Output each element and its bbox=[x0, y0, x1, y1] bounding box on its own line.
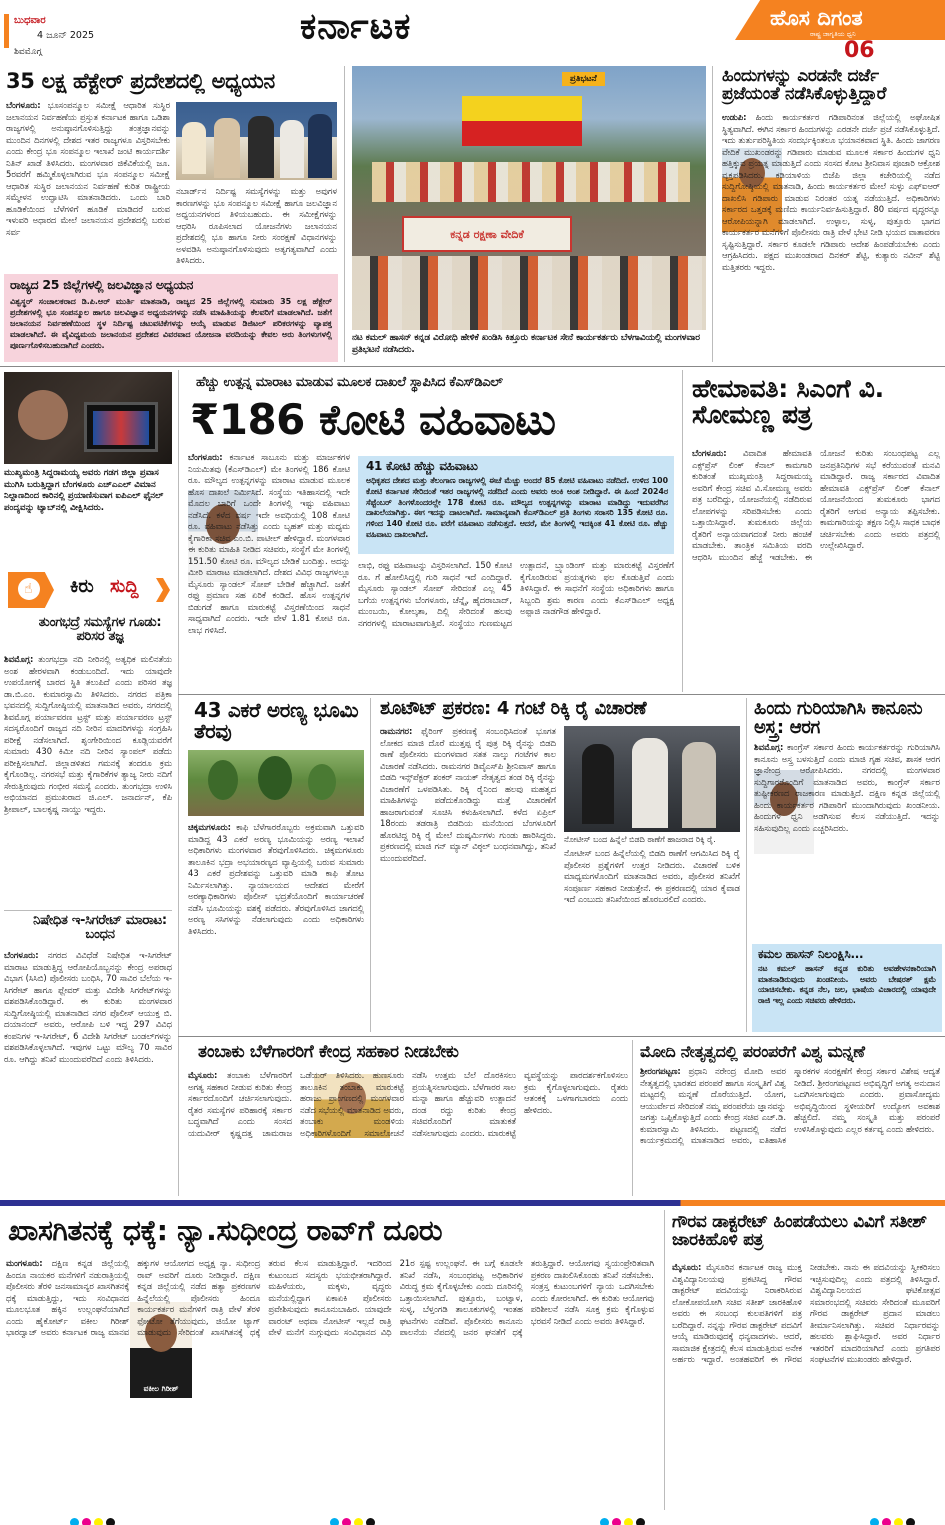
protest-caption: ನಟ ಕಮಲ್ ಹಾಸನ್ ಕನ್ನಡ ವಿರೋಧಿ ಹೇಳಿಕೆ ಖಂಡಿಸಿ ಕಿತ್ತೂರು ಕರ್ನಾಟಕ ಸೇನೆ ಕಾರ್ಯಕರ್ತರು ಬೆಳಗಾವಿಯಲ್ಲಿ ಮಂಗಳವಾರ ಪ್ರತಿಭಟನೆ ನಡೆಸಿದರು. bbox=[352, 333, 700, 355]
brief-ecig-body bbox=[4, 950, 172, 1196]
story-survey-body-2: ನಬಾರ್ಡ್‌ನ ನಿರ್ದಿಷ್ಟ ಸಮಸ್ಯೆಗಳನ್ನು ಮತ್ತು ಅವುಗಳ ಕಾರಣಗಳನ್ನು ಭೂ ಸಂಪನ್ಮೂಲ ಸಮೀಕ್ಷೆ ಹಾಗೂ ಜಲವಿಜ್ಞಾನ ಅಧ್ಯಯನಗಳಂದ ತಿಳಿಯಬಹುದು. ಈ ಸಮೀಕ್ಷೆಗಳನ್ನು ಆಧರಿಸಿ ರೂಪಿಸಲಾದ ಯೋಜನೆಗಳು ಜಲಾನಯನ ಪ್ರದೇಶದಲ್ಲಿ ಭೂ ಹಾಗೂ ನೀರು ಸಂರಕ್ಷಣೆ ವಿಧಾನಗಳನ್ನು ಅಳವಡಿಸಿ ಅನುಷ್ಠಾನಗೊಳಿಸುವುದು ಅತ್ಯಗತ್ಯವಾಗಿದೆ ಎಂದು ತಿಳಿಸಿದರು. bbox=[176, 186, 337, 265]
justice-headline: ಖಾಸಗಿತನಕ್ಕೆ ಧಕ್ಕೆ: ನ್ಯಾ.ಸುಧೀಂದ್ರ ರಾವ್‌ಗೆ ದೂರು bbox=[8, 1214, 443, 1247]
shootout-body bbox=[380, 726, 556, 1032]
forest-photo bbox=[188, 750, 364, 816]
brief-text: ತುಂಗಭದ್ರಾ ನದಿ ನೀರಿನಲ್ಲಿ ಅತ್ಯಧಿಕ ಮಲಿನತೆಯ ಅಂಶ ಹೇರಳವಾಗಿ ಕಂಡುಬಂದಿದೆ. ಇದು ಯಾವುದೇ ಉಪಯೋಗಕ್ಕೆ ಬಾರದ ಸ್ಥಿತಿ ತಲುಪಿದೆ ಎಂದು ಪರಿಸರ ತಜ್ಞ ಡಾ.ಬಿ.ಎಂ. ಕುಮಾರಸ್ವಾಮಿ ತಿಳಿಸಿದರು. ನಗರದ ಪತ್ರಿಕಾ ಭವನದಲ್ಲಿ ಸುದ್ದಿಗೋಷ್ಠಿಯಲ್ಲಿ ಮಾತನಾಡಿದ ಅವರು, ನಗರದಲ್ಲಿ ಶಿವಮೊಗ್ಗ ಪರ್ಯಾವರಣ ಟ್ರಸ್ಟ್ ಮತ್ತು ಪರ್ಯಾವರಣ ಟ್ರಸ್ಟ್ ಸದಸ್ಯರೊಂದಿಗೆ ರಾಜ್ಯದ ನದಿ ನೀರಿನ ಮಾದರಿಗಳನ್ನು ಸಂಗ್ರಹಿಸಿ ಪರೀಕ್ಷೆ ನಡೆಸಲಾಗಿದೆ. ಶೃಂಗೇರಿಯಿಂದ ಕೂಡ್ಲಿಯವರೆಗೆ ಸುಮಾರು 430 ಕಿಮೀ ನದಿ ನೀರಿನ ಸ್ಯಾಂಪಲ್ ಪಡೆದು ಪರೀಕ್ಷಿಸಲಾಗಿದೆ. ಜಿಲ್ಲಾಡಳಿತದ ಗಮನಕ್ಕೆ ತಂದರೂ ಕ್ರಮ ಕೈಗೊಂಡಿಲ್ಲ. ನಗರಸಭೆ ಮತ್ತು ಕೈಗಾರಿಕೆಗಳ ತ್ಯಾಜ್ಯ ನೀರು ನದಿಗೆ ಸೇರುತ್ತಿರುವುದು ಗಂಭೀರ ಸಮಸ್ಯೆ ಎಂದರು. ತುಂಗಭದ್ರಾ ಉಳಿಸಿ ಅಭಿಯಾನದ ಪ್ರಮುಖರಾದ ಜಿ.ಎಲ್. ಜನಾರ್ದನ್, ಕೆಪಿ ಶ್ರೀಪಾಲ್, ಬಾಲಕೃಷ್ಣ ನಾಯ್ಡು ಇದ್ದರು. bbox=[4, 654, 172, 814]
tobacco-headline: ತಂಬಾಕು ಬೆಳೆಗಾರರಿಗೆ ಕೇಂದ್ರ ಸಹಕಾರ ನೀಡಬೇಕು bbox=[198, 1042, 459, 1062]
brand-logo: ಹೊಸ ದಿಗಂತ bbox=[770, 6, 863, 30]
brief-tunga-body bbox=[4, 654, 172, 906]
dateline: ಶಿವಮೊಗ್ಗ: bbox=[754, 742, 784, 752]
date: 4 ಜೂನ್ 2025 bbox=[37, 30, 95, 41]
doctorate-headline: ಗೌರವ ಡಾಕ್ಟರೇಟ್ ಹಿಂಪಡೆಯಲು ವಿವಿಗೆ ಸತೀಶ್ ಜಾರಕಿಹೊಳಿ ಪತ್ರ bbox=[672, 1212, 927, 1250]
registration-marks-center bbox=[330, 1512, 378, 1525]
date-bar bbox=[4, 14, 9, 48]
dateline: ಚಿಕ್ಕಮಗಳೂರು: bbox=[188, 822, 232, 832]
story-hindu-headline: ಹಿಂದುಗಳನ್ನು ಎರಡನೇ ದರ್ಜೆ ಪ್ರಜೆಯಂತೆ ನಡೆಸಿಕೊಳ್ಳುತ್ತಿದ್ದಾರೆ bbox=[722, 66, 887, 104]
section-divider bbox=[0, 1200, 945, 1206]
hindu-law-body bbox=[754, 742, 940, 940]
dateline: ಉಡುಪಿ: bbox=[722, 112, 747, 122]
modi-text: ಪ್ರಧಾನಿ ನರೇಂದ್ರ ಮೋದಿ ಅವರ ನೇತೃತ್ವದಲ್ಲಿ ಭಾರತದ ಪರಂಪರೆ ಹಾಗೂ ಸಂಸ್ಕೃತಿಗೆ ವಿಶ್ವ ಮಟ್ಟದಲ್ಲಿ ಮನ್ನಣೆ ದೊರೆಯುತ್ತಿದೆ. ಯೋಗ, ಆಯುರ್ವೇದ ಸೇರಿದಂತೆ ನಮ್ಮ ಪರಂಪರೆಯ ಜ್ಞಾನವನ್ನು ಜಗತ್ತು ಒಪ್ಪಿಕೊಳ್ಳುತ್ತಿದೆ ಎಂದು ಕೇಂದ್ರ ಸಚಿವ ಎಚ್.ಡಿ. ಕುಮಾರಸ್ವಾಮಿ ತಿಳಿಸಿದರು. ಪಟ್ಟಣದಲ್ಲಿ ನಡೆದ ಕಾರ್ಯಕ್ರಮದಲ್ಲಿ ಮಾತನಾಡಿದ ಅವರು, ಐತಿಹಾಸಿಕ ಸ್ಮಾರಕಗಳ ಸಂರಕ್ಷಣೆಗೆ ಕೇಂದ್ರ ಸರ್ಕಾರ ವಿಶೇಷ ಆದ್ಯತೆ ನೀಡಿದೆ. ಶ್ರೀರಂಗಪಟ್ಟಣದ ಅಭಿವೃದ್ಧಿಗೆ ಅಗತ್ಯ ಅನುದಾನ ಒದಗಿಸಲಾಗುವುದು ಎಂದರು. ಪ್ರವಾಸೋದ್ಯಮ ಅಭಿವೃದ್ಧಿಯಿಂದ ಸ್ಥಳೀಯರಿಗೆ ಉದ್ಯೋಗ ಅವಕಾಶ ಹೆಚ್ಚಲಿದೆ. ನಮ್ಮ ಸಂಸ್ಕೃತಿ ಮತ್ತು ಪರಂಪರೆ ಉಳಿಸಿಕೊಳ್ಳುವುದು ಎಲ್ಲರ ಕರ್ತವ್ಯ ಎಂದು ಹೇಳಿದರು. bbox=[640, 1066, 940, 1145]
shootout-body-2: ನೋಟೀಸ್ ಬಂದ ಹಿನ್ನೆಲೆಯಲ್ಲಿ ಬಿಡದಿ ಠಾಣೆಗೆ ಆಗಮಿಸಿದ ರಿಕ್ಕಿ ರೈ ಪೊಲೀಸರ ಪ್ರಶ್ನೆಗಳಿಗೆ ಉತ್ತರ ನೀಡಿದರು. ವಿಚಾರಣೆ ಬಳಿಕ ಮಾಧ್ಯಮಗಳೊಂದಿಗೆ ಮಾತನಾಡಿದ ಅವರು, ಪೊಲೀಸರ ತನಿಖೆಗೆ ಸಂಪೂರ್ಣ ಸಹಕಾರ ನೀಡುತ್ತೇನೆ. ಈ ಪ್ರಕರಣದಲ್ಲಿ ಯಾರ ಕೈವಾಡ ಇದೆ ಎಂಬುದು ತನಿಖೆಯಿಂದ ಹೊರಬರಲಿದೆ ಎಂದರು. bbox=[564, 848, 740, 904]
story-hindu-body bbox=[722, 112, 940, 362]
ksdl-text: ಕರ್ನಾಟಕ ಸಾಬೂನು ಮತ್ತು ಮಾರ್ಜಕಗಳ ನಿಯಮಿತವು (ಕೆಎಸ್‌ಡಿಎಲ್) ಮೇ ತಿಂಗಳಲ್ಲಿ 186 ಕೋಟಿ ರೂ. ಮೌಲ್ಯದ ಉತ್ಪನ್ನಗಳನ್ನು ಮಾರಾಟ ಮಾಡುವ ಮೂಲಕ ಹೊಸ ದಾಖಲೆ ನಿರ್ಮಿಸಿದೆ. ಸಂಸ್ಥೆಯ ಇತಿಹಾಸದಲ್ಲಿ ಇದೇ ಮೊದಲ ಬಾರಿಗೆ ಒಂದೇ ತಿಂಗಳಲ್ಲಿ ಇಷ್ಟು ವಹಿವಾಟು ನಡೆಸಿದೆ. ಕಳೆದ ವರ್ಷ ಇದೇ ಅವಧಿಯಲ್ಲಿ 108 ಕೋಟಿ ರೂ. ವಹಿವಾಟು ನಡೆಸಿತ್ತು ಎಂದು ಬೃಹತ್ ಮತ್ತು ಮಧ್ಯಮ ಕೈಗಾರಿಕಾ ಸಚಿವ ಎಂ.ಬಿ. ಪಾಟೀಲ್ ಹೇಳಿದ್ದಾರೆ. ಮಂಗಳವಾರ ಈ ಕುರಿತು ಮಾಹಿತಿ ನೀಡಿದ ಸಚಿವರು, ಸಂಸ್ಥೆಗೆ ಮೇ ತಿಂಗಳಲ್ಲಿ 151.50 ಕೋಟಿ ರೂ. ಮೌಲ್ಯದ ಬೇಡಿಕೆ ಬಂದಿತ್ತು. ಅದನ್ನು ಮೀರಿ ಮಾರಾಟ ಮಾಡಲಾಗಿದೆ. ದೇಶದ ವಿವಿಧ ರಾಜ್ಯಗಳಲ್ಲೂ ಮೈಸೂರು ಸ್ಯಾಂಡಲ್ ಸೋಪ್ ಬೇಡಿಕೆ ಹೆಚ್ಚಾಗಿದೆ. ಜತೆಗೆ ರಫ್ತು ಪ್ರಮಾಣ ಸಹ ಏರಿಕೆ ಕಂಡಿದೆ. ಹೊಸ ಉತ್ಪನ್ನಗಳ ಬಿಡುಗಡೆ ಹಾಗೂ ಮಾರುಕಟ್ಟೆ ವಿಸ್ತರಣೆಯಿಂದ ಸಾಧನೆ ಸಾಧ್ಯವಾಗಿದೆ ಎಂದರು. ಇದೇ ವೇಳೆ 1.81 ಕೋಟಿ ರೂ. ಲಾಭ ಗಳಿಸಿದೆ. bbox=[188, 452, 350, 635]
masthead bbox=[0, 0, 945, 63]
edition-city: ಶಿವಮೊಗ್ಗ bbox=[14, 47, 42, 57]
section-title: ಕರ್ನಾಟಕ bbox=[300, 6, 412, 47]
ksdl-body-2: ಲಾಭಿ, ರಫ್ತು ವಹಿವಾಟನ್ನು ವಿಸ್ತರಿಸಲಾಗಿದೆ. 150 ಕೋಟಿ ರೂ. ಗೆ ಹೋಲಿಸಿದ್ದಲ್ಲಿ ಗುರಿ ಸಾಧನೆ ಇದೆ ಎಂದಿದ್ದಾರೆ. ಮೈಸೂರು ಸ್ಯಾಂಡಲ್ ಸೋಪ್ ಸೇರಿದಂತೆ ಎಲ್ಲ 45 ಬಗೆಯ ಉತ್ಪನ್ನಗಳು ಬೆಂಗಳೂರು, ಚೆನ್ನೈ, ಹೈದರಾಬಾದ್, ಮುಂಬಯಿ, ಕೋಲ್ಕತಾ, ದಿಲ್ಲಿ ಸೇರಿದಂತೆ ಹಲವು ನಗರಗಳಲ್ಲಿ ಮಾರಾಟವಾಗುತ್ತಿವೆ. ಸಂಸ್ಥೆಯು ಗುಣಮಟ್ಟದ ಉತ್ಪಾದನೆ, ಬ್ರ್ಯಾಂಡಿಂಗ್ ಮತ್ತು ಮಾರುಕಟ್ಟೆ ವಿಸ್ತರಣೆಗೆ ಕೈಗೊಂಡಿರುವ ಪ್ರಯತ್ನಗಳು ಫಲ ಕೊಡುತ್ತಿವೆ ಎಂದು ತಿಳಿಸಿದ್ದಾರೆ. ಈ ಸಾಧನೆಗೆ ಸಂಸ್ಥೆಯ ಅಧಿಕಾರಿಗಳು ಹಾಗೂ ಸಿಬ್ಬಂದಿ ಶ್ರಮ ಕಾರಣ ಎಂದು ಕೆಎಸ್‌ಡಿಎಲ್ ಅಧ್ಯಕ್ಷ ಅಪ್ಪಾಜಿ ನಾಡಗೌಡ ಹೇಳಿದ್ದಾರೆ. bbox=[358, 560, 674, 628]
story-survey-body bbox=[6, 100, 170, 270]
story-survey-photo bbox=[176, 102, 337, 180]
forest-body bbox=[188, 822, 364, 1032]
doctorate-body bbox=[672, 1262, 940, 1508]
doctorate-text: ಮೈಸೂರಿನ ಕರ್ನಾಟಕ ರಾಜ್ಯ ಮುಕ್ತ ವಿಶ್ವವಿದ್ಯಾನಿಲಯವು ಪ್ರಕಟಿಸಿದ್ದ ಗೌರವ ಡಾಕ್ಟರೇಟ್ ಪದವಿಯನ್ನು ನಿರಾಕರಿಸಿರುವ ಲೋಕೋಪಯೋಗಿ ಸಚಿವ ಸತೀಶ್ ಜಾರಕಿಹೊಳಿ ಅವರು ಈ ಸಂಬಂಧ ಕುಲಪತಿಗಳಿಗೆ ಪತ್ರ ಬರೆದಿದ್ದಾರೆ. ನನ್ನನ್ನು ಗೌರವ ಡಾಕ್ಟರೇಟ್ ಪದವಿಗೆ ಆಯ್ಕೆ ಮಾಡಿರುವುದಕ್ಕೆ ಧನ್ಯವಾದಗಳು. ಆದರೆ, ಸಾಮಾಜಿಕ ಕ್ಷೇತ್ರದಲ್ಲಿ ಕೆಲಸ ಮಾಡುತ್ತಿರುವ ಅನೇಕ ಅರ್ಹರು ಇದ್ದಾರೆ. ಅಂತಹವರಿಗೆ ಈ ಗೌರವ ನೀಡಬೇಕು. ನಾನು ಈ ಪದವಿಯನ್ನು ಸ್ವೀಕರಿಸಲು ಇಚ್ಛಿಸುವುದಿಲ್ಲ ಎಂದು ಪತ್ರದಲ್ಲಿ ತಿಳಿಸಿದ್ದಾರೆ. ವಿಶ್ವವಿದ್ಯಾನಿಲಯದ ಘಟಿಕೋತ್ಸವ ಸಮಾರಂಭದಲ್ಲಿ ಸಚಿವರು ಸೇರಿದಂತೆ ಮೂವರಿಗೆ ಗೌರವ ಡಾಕ್ಟರೇಟ್ ಪ್ರದಾನ ಮಾಡಲು ತೀರ್ಮಾನಿಸಲಾಗಿತ್ತು. ಸಚಿವರ ನಿರ್ಧಾರವನ್ನು ಹಲವರು ಶ್ಲಾಘಿಸಿದ್ದಾರೆ. ಅವರ ನಿರ್ಧಾರ ಇತರರಿಗೆ ಮಾದರಿಯಾಗಿದೆ ಎಂದು ಪ್ರಗತಿಪರ ಸಂಘಟನೆಗಳ ಮುಖಂಡರು ಹೇಳಿದ್ದಾರೆ. bbox=[672, 1262, 940, 1364]
protest-photo bbox=[352, 66, 706, 330]
shootout-caption: ನೋಟೀಸ್ ಬಂದ ಹಿನ್ನೆಲೆ ಬಿಡದಿ ಠಾಣೆಗೆ ಹಾಜರಾದ ರಿಕ್ಕಿ ರೈ. bbox=[564, 835, 716, 844]
protest-banner: ಕನ್ನಡ ರಕ್ಷಣಾ ವೇದಿಕೆ bbox=[450, 228, 524, 241]
ksdl-kicker: ಹೆಚ್ಚು ಉತ್ಪನ್ನ ಮಾರಾಟ ಮಾಡುವ ಮೂಲಕ ದಾಖಲೆ ಸ್ಥಾಪಿಸಿದ ಕೆಎಸ್‌ಡಿಎಲ್ bbox=[196, 375, 503, 390]
story-text: ಭೂಸಂಪನ್ಮೂಲ ಸಮೀಕ್ಷೆ ಆಧಾರಿತ ಸುಸ್ಥಿರ ಜಲಾನಯನ ನಿರ್ವಹಣೆಯ ಪ್ರಸ್ತುತ ಕರ್ನಾಟಕ ಹಾಗೂ ಒಡಿಶಾ ರಾಜ್ಯಗಳಲ್ಲಿ ಅನುಷ್ಠಾನಗೊಳಿಸುತ್ತಿದ್ದು ತಂತ್ರಜ್ಞಾನವನ್ನು ಮುಂದಿನ ದಿನಗಳಲ್ಲಿ ದೇಶದ ಇತರ ರಾಜ್ಯಗಳೂ ವಿಸ್ತರಿಸಬೇಕು ಎಂದು ಕೇಂದ್ರ ಭೂ ಸಂಪನ್ಮೂಲ ಇಲಾಖೆ ಜಂಟಿ ಕಾರ್ಯದರ್ಶಿ ನಿತಿನ್ ಖಾಡೆ ತಿಳಿಸಿದರು. ಮಂಗಳವಾರ ಜಿಕೆವಿಕೆಯಲ್ಲಿ ಜೂ. 5ರವರೆಗೆ ಹಮ್ಮಿಕೊಳ್ಳಲಾಗಿರುವ ಭೂ ಸಂಪನ್ಮೂಲ ಸಮೀಕ್ಷೆ ಆಧಾರಿತ ಸುಸ್ಥಿರ ಜಲಾನಯನ ನಿರ್ವಹಣೆ ಕುರಿತ ರಾಷ್ಟ್ರೀಯ ಸಮ್ಮೇಳನ ಉದ್ಘಾಟಿಸಿ ಮಾತನಾಡಿದರು. ಒಂದು ಬಾರಿ ಹೂಡಿಕೆಯಿಂದ ಬೆಳೆಗಳಿಗೆ ಹೂಡಿಕೆ ಮಾಡಿದರೆ ಬರುವ ಇಳುವರಿ ಅಧಾರದ ಮೇಲೆ ಜಲಾನಯನ ಪ್ರದೇಶದಲ್ಲಿ ಬರುವ ಸರ್ವ bbox=[6, 100, 170, 237]
dateline: ರಾಮನಗರ: bbox=[380, 726, 413, 736]
dateline: ಶ್ರೀರಂಗಪಟ್ಟಣ: bbox=[640, 1066, 681, 1076]
tobacco-text: ತಂಬಾಕು ಬೆಳೆಗಾರರಿಗೆ ಅಗತ್ಯ ಸಹಕಾರ ನೀಡುವ ಕುರಿತು ಕೇಂದ್ರ ಸರ್ಕಾರದೊಂದಿಗೆ ಚರ್ಚಿಸಲಾಗುವುದು. ರೈತರ ಸಮಸ್ಯೆಗಳ ಪರಿಹಾರಕ್ಕೆ ಸರ್ಕಾರ ಬದ್ಧವಾಗಿದೆ ಎಂದು ಸಂಸದ ಯದುವೀರ್ ಕೃಷ್ಣದತ್ತ ಚಾಮರಾಜ ಒಡೆಯರ್ ತಿಳಿಸಿದರು. ಹುಣಸೂರು ತಾಲೂಕಿನ ತಂಬಾಕು ಮಾರುಕಟ್ಟೆ ಹರಾಜು ಪ್ರಾಂಗಣದಲ್ಲಿ ಮಂಗಳವಾರ ನಡೆದ ಸಭೆಯಲ್ಲಿ ಮಾತನಾಡಿದ ಅವರು, ತಂಬಾಕು ಮಂಡಳಿಯ ಅಧಿಕಾರಿಗಳೊಂದಿಗೆ ಸಮಾಲೋಚನೆ ನಡೆಸಿ ಉತ್ತಮ ಬೆಲೆ ದೊರಕಿಸಲು ಪ್ರಯತ್ನಿಸಲಾಗುವುದು. ಬೆಳೆಗಾರರ ಸಾಲ ಮನ್ನಾ ಹಾಗೂ ಹೆಚ್ಚುವರಿ ಉತ್ಪಾದನೆ ದಂಡ ರದ್ದು ಕುರಿತು ಕೇಂದ್ರ ಸಚಿವರೊಂದಿಗೆ ಮಾತುಕತೆ ನಡೆಸಲಾಗುವುದು ಎಂದರು. ಮಾರುಕಟ್ಟೆ ವ್ಯವಸ್ಥೆಯನ್ನು ಪಾರದರ್ಶಕಗೊಳಿಸಲು ಕ್ರಮ ಕೈಗೊಳ್ಳಲಾಗುವುದು. ರೈತರು ಆತಂಕಕ್ಕೆ ಒಳಗಾಗಬಾರದು ಎಂದು ಹೇಳಿದರು. bbox=[188, 1070, 628, 1138]
justice-text: ದಕ್ಷಿಣ ಕನ್ನಡ ಜಿಲ್ಲೆಯಲ್ಲಿ ಹಿಂದೂ ನಾಯಕರ ಮನೆಗಳಿಗೆ ನಡುರಾತ್ರಿಯಲ್ಲಿ ಪೊಲೀಸರು ತೆರಳಿ ಜನಸಾಮಾನ್ಯರ ಖಾಸಗಿತನಕ್ಕೆ ಧಕ್ಕೆ ಮಾಡುತ್ತಿದ್ದು, ಇದು ಸಂವಿಧಾನದ ಮೂಲಭೂತ ಹಕ್ಕಿನ ಉಲ್ಲಂಘನೆಯಾಗಿದೆ ಎಂದು ಹೈಕೋರ್ಟ್ ವಕೀಲ ಗಿರೀಶ್ ಭಾರದ್ವಾಜ್ ಅವರು ಕರ್ನಾಟಕ ರಾಜ್ಯ ಮಾನವ ಹಕ್ಕುಗಳ ಆಯೋಗದ ಅಧ್ಯಕ್ಷ ನ್ಯಾ. ಸುಧೀಂದ್ರ ರಾವ್ ಅವರಿಗೆ ದೂರು ನೀಡಿದ್ದಾರೆ. ದಕ್ಷಿಣ ಕನ್ನಡ ಜಿಲ್ಲೆಯಲ್ಲಿ ನಡೆದ ಹತ್ಯಾ ಪ್ರಕರಣಗಳ ಹಿನ್ನೆಲೆಯಲ್ಲಿ ಪೊಲೀಸರು ಹಿಂದೂ ಕಾರ್ಯಕರ್ತರ ಮನೆಗಳಿಗೆ ರಾತ್ರಿ ವೇಳೆ ತೆರಳಿ ಫೋಟೋ ತೆಗೆಯುವುದು, ಜಿಯೋ ಟ್ಯಾಗ್ ಮಾಡುವುದು ಸೇರಿದಂತೆ ಖಾಸಗಿತನಕ್ಕೆ ಧಕ್ಕೆ ತರುವ ಕೆಲಸ ಮಾಡುತ್ತಿದ್ದಾರೆ. ಇದರಿಂದ ಕುಟುಂಬದ ಸದಸ್ಯರು ಭಯಭೀತರಾಗಿದ್ದಾರೆ. ಮಹಿಳೆಯರು, ಮಕ್ಕಳು, ವೃದ್ಧರು ಮನೆಯಲ್ಲಿದ್ದಾಗ ಏಕಾಏಕಿ ಪೊಲೀಸರು ಪ್ರವೇಶಿಸುವುದು ಕಾನೂನುಬಾಹಿರ. ಯಾವುದೇ ವಾರಂಟ್ ಅಥವಾ ನೋಟೀಸ್ ಇಲ್ಲದೆ ರಾತ್ರಿ ವೇಳೆ ಮನೆಗೆ ನುಗ್ಗುವುದು ಸಂವಿಧಾನದ ವಿಧಿ 21ರ ಸ್ಪಷ್ಟ ಉಲ್ಲಂಘನೆ. ಈ ಬಗ್ಗೆ ಕೂಡಲೇ ತನಿಖೆ ನಡೆಸಿ, ಸಂಬಂಧಪಟ್ಟ ಅಧಿಕಾರಿಗಳ ವಿರುದ್ಧ ಕ್ರಮ ಕೈಗೊಳ್ಳಬೇಕು ಎಂದು ದೂರಿನಲ್ಲಿ ಒತ್ತಾಯಿಸಲಾಗಿದೆ. ಪುತ್ತೂರು, ಬಂಟ್ವಾಳ, ಸುಳ್ಯ, ಬೆಳ್ತಂಗಡಿ ತಾಲೂಕುಗಳಲ್ಲಿ ಇಂತಹ ಘಟನೆಗಳು ನಡೆದಿವೆ. ಪೊಲೀಸರು ಕಾನೂನು ಪಾಲನೆಯ ನೆಪದಲ್ಲಿ ಜನರ ಘನತೆಗೆ ಧಕ್ಕೆ ತರುತ್ತಿದ್ದಾರೆ. ಆಯೋಗವು ಸ್ವಯಂಪ್ರೇರಿತವಾಗಿ ಪ್ರಕರಣ ದಾಖಲಿಸಿಕೊಂಡು ತನಿಖೆ ನಡೆಸಬೇಕು. ಸಂತ್ರಸ್ತ ಕುಟುಂಬಗಳಿಗೆ ನ್ಯಾಯ ಒದಗಿಸಬೇಕು ಎಂದು ಕೋರಲಾಗಿದೆ. ಈ ಕುರಿತು ಆಯೋಗವು ಪರಿಶೀಲನೆ ನಡೆಸಿ ಸೂಕ್ತ ಕ್ರಮ ಕೈಗೊಳ್ಳುವ ಭರವಸೆ ನೀಡಿದೆ ಎಂದು ಅವರು ತಿಳಿಸಿದ್ದಾರೆ. bbox=[6, 1258, 654, 1337]
brief-text: ನಗರದ ವಿವಿಧೆಡೆ ನಿಷೇಧಿತ ಇ-ಸಿಗರೇಟ್ ಮಾರಾಟ ಮಾಡುತ್ತಿದ್ದ ಆರೋಪಿಯೊಬ್ಬನನ್ನು ಕೇಂದ್ರ ಅಪರಾಧ ವಿಭಾಗ (ಸಿಸಿಬಿ) ಪೊಲೀಸರು ಬಂಧಿಸಿ, 70 ಸಾವಿರ ಬೆಲೆಯ ಇ-ಸಿಗರೇಟ್ ಹಾಗೂ ಫ್ಲೇವರ್ ಮತ್ತು ವಿದೇಶಿ ಸಿಗರೇಟ್‌ಗಳನ್ನು ವಶಪಡಿಸಿಕೊಂಡಿದ್ದಾರೆ. ಈ ಕುರಿತು ಮಂಗಳವಾರ ಸುದ್ದಿಗೋಷ್ಠಿಯಲ್ಲಿ ಮಾತನಾಡಿದ ನಗರ ಪೊಲೀಸ್ ಆಯುಕ್ತ ಬಿ. ದಯಾನಂದ್ ಅವರು, ಆರೋಪಿ ಬಳಿ ಇದ್ದ 297 ವಿವಿಧ ಕಂಪನಿಗಳ ಇ-ಸಿಗರೇಟ್, 6 ವಿದೇಶಿ ಸಿಗರೇಟ್ ಬಂಡಲ್‌ಗಳನ್ನು ವಶಪಡಿಸಿಕೊಳ್ಳಲಾಗಿದೆ. ಇವುಗಳ ಒಟ್ಟು ಮೌಲ್ಯ 70 ಸಾವಿರ ರೂ. ಆಗಿದ್ದು ತನಿಖೆ ಮುಂದುವರೆದಿದೆ ಎಂದು ತಿಳಿಸಿದರು. bbox=[4, 950, 172, 1064]
kannada-flag bbox=[462, 96, 582, 146]
dateline: ಶಿವಮೊಗ್ಗ: bbox=[4, 654, 34, 664]
story-survey-subbox bbox=[4, 274, 338, 362]
tobacco-body bbox=[188, 1070, 628, 1196]
story-survey-headline: 35 ಲಕ್ಷ ಹೆಕ್ಟೇರ್ ಪ್ರದೇಶದಲ್ಲಿ ಅಧ್ಯಯನ bbox=[6, 69, 275, 93]
cm-photo bbox=[4, 372, 172, 464]
dateline: ಬೆಂಗಳೂರು: bbox=[6, 100, 41, 110]
justice-body bbox=[6, 1258, 654, 1508]
brand-tagline: ರಾಷ್ಟ್ರ ಜಾಗೃತಿಯ ಧ್ವನಿ bbox=[810, 30, 856, 38]
registration-marks-far-right bbox=[870, 1512, 918, 1525]
ksdl-body bbox=[188, 452, 350, 692]
page-number: 06 bbox=[844, 38, 875, 63]
kiru-label: ಕಿರು bbox=[70, 576, 94, 597]
kamal-box bbox=[752, 944, 942, 1032]
brief-ecig-headline: ನಿಷೇಧಿತ ಇ-ಸಿಗರೇಟ್ ಮಾರಾಟ: ಬಂಧನ bbox=[33, 913, 167, 942]
weekday: ಬುಧವಾರ bbox=[14, 15, 46, 26]
kamal-body: ನಟ ಕಮಲ್ ಹಾಸನ್ ಕನ್ನಡ ಕುರಿತು ಅವಹೇಳನಕಾರಿಯಾಗಿ ಮಾತನಾಡಿರುವುದು ಖಂಡನೀಯ. ಅವರು ಬೇಷರತ್ ಕ್ಷಮೆ ಯಾಚಿಸಬೇಕು. ಕನ್ನಡ ನೆಲ, ಜಲ, ಭಾಷೆಯ ವಿಚಾರದಲ್ಲಿ ಯಾವುದೇ ರಾಜಿ ಇಲ್ಲ ಎಂದು ಸಚಿವರು ಹೇಳಿದರು. bbox=[758, 964, 936, 1005]
shootout-text: ಫೈರಿಂಗ್ ಪ್ರಕರಣಕ್ಕೆ ಸಂಬಂಧಿಸಿದಂತೆ ಭೂಗತ ಲೋಕದ ಮಾಜಿ ದೊರೆ ಮುತ್ತಪ್ಪ ರೈ ಪುತ್ರ ರಿಕ್ಕಿ ರೈನನ್ನು ಬಿಡದಿ ಠಾಣೆ ಪೊಲೀಸರು ಮಂಗಳವಾರ ಸತತ ನಾಲ್ಕು ಗಂಟೆಗಳ ಕಾಲ ವಿಚಾರಣೆ ನಡೆಸಿದರು. ರಾಮನಗರ ಡಿವೈಎಸ್‌ಪಿ ಶ್ರೀನಿವಾಸ್ ಹಾಗೂ ಬಿಡದಿ ಇನ್ಸ್‌ಪೆಕ್ಟರ್ ಶಂಕರ್ ನಾಯಕ್ ನೇತೃತ್ವದ ತಂಡ ರಿಕ್ಕಿ ರೈನನ್ನು ವಿಚಾರಣೆಗೆ ಒಳಪಡಿಸಿತು. ರಿಕ್ಕಿ ರೈನಿಂದ ಹಲವು ಮಹತ್ವದ ಮಾಹಿತಿಗಳನ್ನು ಪಡೆದುಕೊಂಡಿದ್ದು ಮತ್ತೆ ವಿಚಾರಣೆಗೆ ಹಾಜರಾಗುವಂತೆ ಸೂಚಿಸಿ ಕಳುಹಿಸಲಾಗಿದೆ. ಕಳೆದ ಏಪ್ರಿಲ್ 18ರಂದು ತಡರಾತ್ರಿ ಬಿಡದಿಯ ಮನೆಯಿಂದ ಬೆಂಗಳೂರಿಗೆ ಹೊರಟಿದ್ದ ರಿಕ್ಕಿ ರೈ ಮೇಲೆ ದುಷ್ಕರ್ಮಿಗಳು ಗುಂಡು ಹಾರಿಸಿದ್ದರು. ಪ್ರಕರಣದಲ್ಲಿ ಮಾಜಿ ಗನ್ ಮ್ಯಾನ್ ವಿಠ್ಠಲ್ ಬಂಧನವಾಗಿದ್ದು, ತನಿಖೆ ಮುಂದುವರೆದಿದೆ. bbox=[380, 726, 556, 863]
forest-text: ಕಾಫಿ ಬೆಳೆಗಾರರೊಬ್ಬರು ಅಕ್ರಮವಾಗಿ ಒತ್ತುವರಿ ಮಾಡಿದ್ದ 43 ಎಕರೆ ಅರಣ್ಯ ಭೂಮಿಯನ್ನು ಅರಣ್ಯ ಇಲಾಖೆ ಅಧಿಕಾರಿಗಳು ಮಂಗಳವಾರ ತೆರವುಗೊಳಿಸಿದರು. ಚಿಕ್ಕಮಗಳೂರು ತಾಲೂಕಿನ ಭದ್ರಾ ಅಭಯಾರಣ್ಯದ ವ್ಯಾಪ್ತಿಯಲ್ಲಿ ಬರುವ ಸುಮಾರು 43 ಎಕರೆ ಪ್ರದೇಶವನ್ನು ಒತ್ತುವರಿ ಮಾಡಿ ಕಾಫಿ ತೋಟ ನಿರ್ಮಿಸಲಾಗಿತ್ತು. ನ್ಯಾಯಾಲಯದ ಆದೇಶದ ಮೇರೆಗೆ ಅರಣ್ಯಾಧಿಕಾರಿಗಳು ಪೊಲೀಸ್ ಭದ್ರತೆಯೊಂದಿಗೆ ಕಾರ್ಯಾಚರಣೆ ನಡೆಸಿ ಭೂಮಿಯನ್ನು ವಶಕ್ಕೆ ಪಡೆದರು. ತೆರವುಗೊಳಿಸಿದ ಜಾಗದಲ್ಲಿ ಅರಣ್ಯ ಸಸಿಗಳನ್ನು ನೆಡಲಾಗುವುದು ಎಂದು ಅಧಿಕಾರಿಗಳು ತಿಳಿಸಿದರು. bbox=[188, 822, 364, 936]
ksdl-box-body: ಅಧಿಕೃತದ ದೇಶದ ಮತ್ತು ತೆಲಂಗಾಣ ರಾಜ್ಯಗಳಲ್ಲಿ ಈಚೆ ಮೆಚ್ಚು ಅಂದರೆ 85 ಕೋಟಿ ವಹಿವಾಟು ನಡೆದಿದೆ. ಉಳಿದ 100 ಕೋಟಿ ಕರ್ನಾಟಕ ಸೇರಿದಂತೆ ಇತರ ರಾಜ್ಯಗಳಲ್ಲಿ ನಡೆದಿದೆ ಎಂದು ಅವರು ಅಂಕಿ ಅಂಶ ನೀಡಿದ್ದಾರೆ. ಈ ಹಿಂದೆ 2024ರ ಸೆಪ್ಟೆಂಬರ್ ತಿಂಗಳೊಂದರಲ್ಲೇ 178 ಕೋಟಿ ರೂ. ಮೌಲ್ಯದ ಉತ್ಪನ್ನಗಳನ್ನು ಮಾರಾಟ ಮಾಡಿದ್ದು ಇದುವರೆಗಿನ ದಾಖಲೆಯಾಗಿತ್ತು. ಈಗ ಇದನ್ನು ದಾಟಲಾಗಿದೆ. ಸಾಮಾನ್ಯವಾಗಿ ಕೆಎಸ್‌ಡಿಎಲ್ ಪ್ರತಿ ತಿಂಗಳು ಸರಾಸರಿ 135 ಕೋಟಿ ರೂ. ಗಳಿಂದ 140 ಕೋಟಿ ರೂ. ವರೆಗೆ ವಹಿವಾಟು ನಡೆಸುತ್ತದೆ. ಆದರೆ, ಮೇ ತಿಂಗಳಲ್ಲಿ ಇದಕ್ಕಿಂತ 41 ಕೋಟಿ ರೂ. ಹೆಚ್ಚು ವಹಿವಾಟು ದಾಖಲಾಗಿದೆ. bbox=[366, 476, 668, 539]
kamal-headline: ಕಮಲ ಹಾಸನ್ ನಿಲಂಕ್ಷಿಸಿ... bbox=[758, 947, 864, 961]
shootout-headline: ಶೂಟೌಟ್ ಪ್ರಕರಣ: 4 ಗಂಟೆ ರಿಕ್ಕಿ ರೈ ವಿಚಾರಣೆ bbox=[380, 698, 647, 719]
dateline: ಮಂಗಳೂರು: bbox=[6, 1258, 43, 1268]
story-text: ಹಿಂದು ಕಾರ್ಯಕರ್ತರ ಗಡಿಪಾರಿನಂತ ಜಿಲ್ಲೆಯಲ್ಲಿ ಅಘೋಷಿತ ಸ್ಥಿತ್ಯವಾಗಿದೆ. ಈಗಿನ ಸರ್ಕಾರ ಹಿಂದುಗಳನ್ನು ಎರಡನೇ ದರ್ಜೆ ಪ್ರಜೆ ನಡೆಸಿಕೊಳ್ಳುತ್ತಿದೆ. ಇದು ತುರ್ತುಪರಿಸ್ಥಿತಿಯ ಸಂದರ್ಭಕ್ಕಿಂತಲೂ ಭಯಾನಕವಾದ ಸ್ಥಿತಿ. ಹಿಂದು ಜಾಗರಣ ವೇದಿಕೆ ಮುಖಂಡರನ್ನು ಗಡಿಪಾರು ಮಾಡುವ ಮೂಲಕ ಸರ್ಕಾರ ಹಿಂದುಗಳ ಧ್ವನಿ ಹತ್ತಿಕ್ಕುವ ಪ್ರಯತ್ನ ಮಾಡುತ್ತಿದೆ ಎಂದು ಸಂಸದ ಕೋಟ ಶ್ರೀನಿವಾಸ ಪೂಜಾರಿ ಆಕ್ರೋಶ ವ್ಯಕ್ತಪಡಿಸಿದರು. ಕಡಿಯಾಳಿಯ ಬಿಜೆಪಿ ಜಿಲ್ಲಾ ಕಚೇರಿಯಲ್ಲಿ ನಡೆದ ಸುದ್ದಿಗೋಷ್ಠಿಯಲ್ಲಿ ಮಾತನಾಡಿ, ಹಿಂದು ಕಾರ್ಯಕರ್ತರ ಮೇಲೆ ಸುಳ್ಳು ಎಫ್‌ಐಆರ್ ದಾಖಲಿಸಿ ಗಡಿಪಾರು ಮಾಡುವ ನಿರಂತರ ಯತ್ನ ನಡೆಯುತ್ತಿದೆ. ಅಧಿಕಾರಿಗಳು ಸರ್ಕಾರದ ಒತ್ತಡಕ್ಕೆ ಮಣಿದು ಕಾರ್ಯನಿರ್ವಹಿಸುತ್ತಿದ್ದಾರೆ. 80 ವರ್ಷದ ವೃದ್ಧರನ್ನೂ ಆರೋಪಿಯನ್ನಾಗಿ ಮಾಡಲಾಗಿದೆ. ಉಳ್ಳಾಲ, ಸುಳ್ಯ, ಪುತ್ತೂರು ಭಾಗದ ಕಾರ್ಯಕರ್ತರ ಮನೆಗಳಿಗೆ ಪೊಲೀಸರು ರಾತ್ರಿ ವೇಳೆ ಭೇಟಿ ನೀಡಿ ಭಯದ ವಾತಾವರಣ ಸೃಷ್ಟಿಸುತ್ತಿದ್ದಾರೆ. ಸರ್ಕಾರ ಕೂಡಲೇ ಗಡಿಪಾರು ಆದೇಶ ಹಿಂಪಡೆಯಬೇಕು ಎಂದು ಆಗ್ರಹಿಸಿದರು. ಪಕ್ಷದ ಮುಖಂಡರಾದ ದಿನಕರ್ ಶೆಟ್ಟಿ, ಕುತ್ಯಾರು ನವೀನ್ ಶೆಟ್ಟಿ ಮತ್ತಿತರರು ಇದ್ದರು. bbox=[722, 112, 940, 272]
suddi-label: ಸುದ್ದಿ bbox=[110, 576, 139, 597]
modi-body bbox=[640, 1066, 940, 1196]
ksdl-box-headline: 41 ಕೋಟಿ ಹೆಚ್ಚು ವಹಿವಾಟು bbox=[366, 459, 478, 473]
hindu-law-headline: ಹಿಂದು ಗುರಿಯಾಗಿಸಿ ಕಾನೂನು ಅಸ್ತ್ರ: ಆರಗ bbox=[754, 698, 923, 738]
shootout-photo bbox=[564, 726, 740, 832]
hemavati-body bbox=[692, 448, 940, 692]
hemavati-text: ವಿವಾದಿತ ಹೇಮಾವತಿ ಎಕ್ಸ್‌ಪ್ರೆಸ್ ಲಿಂಕ್ ಕೆನಾಲ್ ಕಾಮಗಾರಿ ಕುರಿತಂತೆ ಮುಖ್ಯಮಂತ್ರಿ ಸಿದ್ದರಾಮಯ್ಯ ಅವರಿಗೆ ಕೇಂದ್ರ ಸಚಿವ ವಿ.ಸೋಮಣ್ಣ ಅವರು ಪತ್ರ ಬರೆದಿದ್ದು, ಯೋಜನೆಯಲ್ಲಿ ನಡೆದಿರುವ ಲೋಪಗಳನ್ನು ಸರಿಪಡಿಸಬೇಕು ಎಂದು ಒತ್ತಾಯಿಸಿದ್ದಾರೆ. ತುಮಕೂರು ಜಿಲ್ಲೆಯ ರೈತರಿಗೆ ಅನ್ಯಾಯವಾಗದಂತೆ ನೀರು ಹಂಚಿಕೆ ಮಾಡಬೇಕು. ತಾಂತ್ರಿಕ ಸಮಿತಿಯ ವರದಿ ಆಧರಿಸಿ ಮುಂದಿನ ಹೆಜ್ಜೆ ಇಡಬೇಕು. ಈ ಯೋಜನೆ ಕುರಿತು ಸಂಬಂಧಪಟ್ಟ ಎಲ್ಲ ಜನಪ್ರತಿನಿಧಿಗಳ ಸಭೆ ಕರೆಯುವಂತೆ ಮನವಿ ಮಾಡಿದ್ದಾರೆ. ರಾಜ್ಯ ಸರ್ಕಾರದ ವಿವಾದಿತ ಹೇಮಾವತಿ ಎಕ್ಸ್‌ಪ್ರೆಸ್ ಲಿಂಕ್ ಕೆನಾಲ್ ಯೋಜನೆಯಿಂದ ತುಮಕೂರು ಭಾಗದ ರೈತರಿಗೆ ಆಗುವ ಅನ್ಯಾಯ ತಪ್ಪಿಸಬೇಕು. ಕಾಮಗಾರಿಯನ್ನು ತಕ್ಷಣ ನಿಲ್ಲಿಸಿ ಸಾಧಕ ಬಾಧಕ ಚರ್ಚಿಸಬೇಕು ಎಂದು ಅವರು ಪತ್ರದಲ್ಲಿ ಉಲ್ಲೇಖಿಸಿದ್ದಾರೆ. bbox=[692, 448, 940, 562]
hindu-law-text: ಕಾಂಗ್ರೆಸ್ ಸರ್ಕಾರ ಹಿಂದು ಕಾರ್ಯಕರ್ತರನ್ನು ಗುರಿಯಾಗಿಸಿ ಕಾನೂನು ಅಸ್ತ್ರ ಬಳಸುತ್ತಿದೆ ಎಂದು ಮಾಜಿ ಗೃಹ ಸಚಿವ, ಶಾಸಕ ಆರಗ ಜ್ಞಾನೇಂದ್ರ ಆರೋಪಿಸಿದರು. ನಗರದಲ್ಲಿ ಮಂಗಳವಾರ ಸುದ್ದಿಗಾರರೊಂದಿಗೆ ಮಾತನಾಡಿದ ಅವರು, ಕಾಂಗ್ರೆಸ್ ಸರ್ಕಾರ ತುಷ್ಟೀಕರಣದ ರಾಜಕಾರಣ ಮಾಡುತ್ತಿದೆ. ದಕ್ಷಿಣ ಕನ್ನಡ ಜಿಲ್ಲೆಯಲ್ಲಿ ಹಿಂದು ಕಾರ್ಯಕರ್ತರ ಗಡಿಪಾರಿಗೆ ಮುಂದಾಗಿರುವುದು ಖಂಡನೀಯ. ಹಿಂದುಗಳ ಧ್ವನಿ ಅಡಗಿಸುವ ಕೆಲಸ ನಡೆಯುತ್ತಿದೆ. ಇದನ್ನು ಸಹಿಸುವುದಿಲ್ಲ ಎಂದು ಎಚ್ಚರಿಸಿದರು. bbox=[754, 742, 940, 833]
dateline: ಮೈಸೂರು: bbox=[188, 1070, 218, 1080]
subbox-headline: ರಾಜ್ಯದ 25 ಜಿಲ್ಲೆಗಳಲ್ಲಿ ಜಲವಿಜ್ಞಾನ ಅಧ್ಯಯನ bbox=[10, 277, 194, 292]
brief-tunga-headline: ತುಂಗಭದ್ರೆ ಸಮಸ್ಯೆಗಳ ಗೂಡು: ಪರಿಸರ ತಜ್ಞ bbox=[38, 615, 162, 644]
giresh-label: ವಕೀಲ ಗಿರೀಶ್ bbox=[143, 1384, 179, 1393]
hemavati-headline: ಹೇಮಾವತಿ: ಸಿಎಂಗೆ ವಿ. ಸೋಮಣ್ಣ ಪತ್ರ bbox=[692, 374, 884, 430]
dateline: ಬೆಂಗಳೂರು: bbox=[692, 448, 727, 458]
dateline: ಬೆಂಗಳೂರು: bbox=[4, 950, 39, 960]
ksdl-box bbox=[358, 456, 674, 554]
forest-headline: 43 ಎಕರೆ ಅರಣ್ಯ ಭೂಮಿ ತೆರವು bbox=[194, 698, 359, 743]
registration-marks-right bbox=[600, 1512, 648, 1525]
modi-headline: ಮೋದಿ ನೇತೃತ್ವದಲ್ಲಿ ಪರಂಪರೆಗೆ ವಿಶ್ವ ಮನ್ನಣೆ bbox=[640, 1042, 865, 1061]
ksdl-headline: ₹186 ಕೋಟಿ ವಹಿವಾಟು bbox=[190, 395, 556, 444]
protest-label: ಪ್ರತಿಭಟನೆ bbox=[562, 72, 605, 86]
dateline: ಬೆಂಗಳೂರು: bbox=[188, 452, 223, 462]
dateline: ಮೈಸೂರು: bbox=[672, 1262, 702, 1272]
subbox-body: ವಿಶ್ವಸ್ಥರ್ ಸಂಚಾಲಕರಾದ ಡಿ.ಪಿ.ಆರ್ ಮುರ್ತಿ ಮಾತನಾಡಿ, ರಾಜ್ಯದ 25 ಜಿಲ್ಲೆಗಳಲ್ಲಿ ಸುಮಾರು 35 ಲಕ್ಷ ಹೆಕ್ಟೇರ್ ಪ್ರದೇಶಗಳಲ್ಲಿ ಭೂ ಸಂಪನ್ಮೂಲ ಹಾಗೂ ಜಲವಿಜ್ಞಾನ ಅಧ್ಯಯನಗಳನ್ನು ನಡೆಸಿ ಮಾಹಿತಿಯನ್ನು ಕೆಲವರಿಗೆ ಮಾಡಲಾಗಿದೆ. ಜತೆಗೆ ಜಲಾನಯನ ನಿರ್ವಹಣೆಯಿಂದ ಸ್ಥಳ ನಿರ್ದಿಷ್ಟ ಚಟುವಟಿಕೆಗಳನ್ನು ಆಯ್ಕೆ ಮಾಡುವ ಡಿಜಿಟಲ್ ಪರಿಕರಗಳನ್ನು ವ್ಯಾಪಕ್ತ ಮಾಡಲಾಗಿದೆ. ಈ ವೈವಿಧ್ಯಮಯ ಜಲಾನಯನ ಪ್ರದೇಶದ ವಿವರವಾದ ಯೋಜನಾ ವರದಿಯನ್ನು ಕೇವಲ ಅರು ತಿಂಗಳುಗಳಲ್ಲಿ ಪೂರ್ಣಗೊಳಿಸಬಹುದಾಗಿದೆ ಎಂದರು. bbox=[10, 297, 332, 350]
kiru-suddi-banner: ☝ ಕಿರು ಸುದ್ದಿ bbox=[4, 570, 172, 610]
registration-marks-left bbox=[70, 1512, 118, 1525]
cm-caption: ಮುಖ್ಯಮಂತ್ರಿ ಸಿದ್ದರಾಮಯ್ಯ ಅವರು ಗಡಗ ಜಿಲ್ಲಾ ಪ್ರವಾಸ ಮುಗಿಸಿ ಬರುತ್ತಿದ್ದಾಗ ಬೆಂಗಳೂರು ಎಚ್‌ಎಎಲ್ ವಿಮಾನ ನಿಲ್ದಾಣದಿಂದ ಕಾರಿನಲ್ಲಿ ಪ್ರಯಾಣಿಸುವಾಗ ಐಪಿಎಲ್ ಫೈನಲ್ ಪಂದ್ಯವನ್ನು ಟ್ಯಾಬ್‌ನಲ್ಲಿ ವೀಕ್ಷಿಸಿದರು. bbox=[4, 468, 164, 513]
